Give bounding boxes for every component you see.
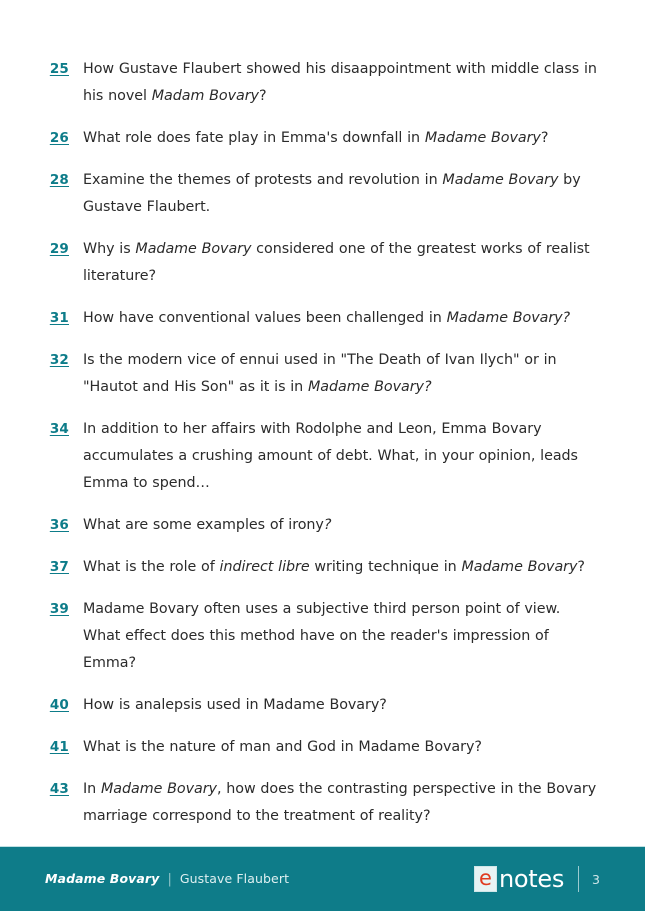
- page-number: 3: [592, 871, 600, 887]
- question-item[interactable]: [45, 416, 600, 497]
- question-text-plain: Why is: [83, 241, 136, 257]
- question-text[interactable]: [69, 305, 600, 332]
- question-text[interactable]: [69, 56, 600, 110]
- question-text-italic: Madam Bovary: [151, 88, 259, 104]
- question-item[interactable]: [45, 125, 600, 152]
- question-number-link[interactable]: 31: [49, 310, 69, 326]
- enotes-logo-e-icon: e: [474, 866, 497, 892]
- question-text[interactable]: [69, 596, 600, 677]
- question-text-italic: Madame Bovary?: [446, 310, 571, 326]
- question-number-link[interactable]: 28: [49, 172, 69, 188]
- question-item[interactable]: [45, 512, 600, 539]
- footer-book-author: Gustave Flaubert: [179, 871, 290, 886]
- question-item[interactable]: [45, 236, 600, 290]
- question-list: [45, 56, 600, 830]
- question-number-link[interactable]: 34: [49, 421, 69, 437]
- question-number-link[interactable]: 29: [49, 241, 69, 257]
- enotes-logo[interactable]: [474, 866, 564, 892]
- question-text-italic: Madame Bovary: [424, 130, 541, 146]
- question-item[interactable]: [45, 305, 600, 332]
- question-text-plain: How Gustave Flaubert showed his disaappointment with middle class in his novel: [83, 61, 597, 104]
- question-text-plain: ?: [258, 88, 267, 104]
- question-text-italic: Madame Bovary: [442, 172, 559, 188]
- question-text-italic: Madame Bovary: [461, 559, 578, 575]
- question-text-plain: What are some examples of irony: [83, 517, 324, 533]
- question-text[interactable]: [69, 512, 600, 539]
- question-number-link[interactable]: 26: [49, 130, 69, 146]
- question-number-link[interactable]: 25: [49, 61, 69, 77]
- question-text-plain: In addition to her affairs with Rodolphe and Leon, Emma Bovary accumulates a crushing amount of debt. What, in your opinion, leads Emma to spend…: [83, 421, 578, 491]
- question-text[interactable]: [69, 692, 600, 719]
- enotes-logo-wordmark: notes: [498, 865, 565, 893]
- question-text-plain: ?: [577, 559, 585, 575]
- question-text-plain: What role does fate play in Emma's downfall in: [83, 130, 425, 146]
- question-text-plain: Examine the themes of protests and revolution in: [83, 172, 443, 188]
- question-number-link[interactable]: 32: [49, 352, 69, 368]
- question-text-plain: Is the modern vice of ennui used in "The Death of Ivan Ilych" or in "Hautot and His Son" as it is in: [83, 352, 557, 395]
- question-text-plain: What is the role of: [83, 559, 220, 575]
- question-text[interactable]: [69, 125, 600, 152]
- question-item[interactable]: [45, 734, 600, 761]
- footer-separator: |: [167, 872, 172, 887]
- question-text[interactable]: [69, 734, 600, 761]
- question-text-plain: In: [83, 781, 101, 797]
- question-text-plain: How have conventional values been challenged in: [83, 310, 447, 326]
- question-text-italic: ?: [323, 517, 332, 533]
- question-text-italic: indirect libre: [219, 559, 310, 575]
- question-number-link[interactable]: 40: [49, 697, 69, 713]
- question-item[interactable]: [45, 347, 600, 401]
- question-text[interactable]: [69, 167, 600, 221]
- footer-book-info: [45, 871, 289, 887]
- page-footer: [0, 846, 645, 911]
- question-text-italic: Madame Bovary: [100, 781, 217, 797]
- question-text-plain: How is analepsis used in Madame Bovary?: [83, 697, 387, 713]
- question-item[interactable]: [45, 596, 600, 677]
- question-text[interactable]: [69, 236, 600, 290]
- question-number-link[interactable]: 39: [49, 601, 69, 617]
- question-text-plain: by Gustave Flaubert.: [83, 172, 581, 215]
- question-text-italic: Madame Bovary: [135, 241, 252, 257]
- question-text-plain: writing technique in: [309, 559, 462, 575]
- footer-brand-area: [474, 866, 600, 892]
- question-item[interactable]: [45, 167, 600, 221]
- question-item[interactable]: [45, 554, 600, 581]
- question-number-link[interactable]: 41: [49, 739, 69, 755]
- question-number-link[interactable]: 43: [49, 781, 69, 797]
- question-number-link[interactable]: 37: [49, 559, 69, 575]
- question-text-plain: ?: [540, 130, 549, 146]
- question-text-plain: considered one of the greatest works of realist literature?: [83, 241, 590, 284]
- question-text[interactable]: [69, 776, 600, 830]
- question-text[interactable]: [69, 554, 600, 581]
- question-text-plain: Madame Bovary often uses a subjective third person point of view. What effect does this method have on the reader's impression of Emma?: [83, 601, 561, 671]
- question-text-plain: , how does the contrasting perspective in the Bovary marriage correspond to the treatment of reality?: [83, 781, 597, 824]
- question-text[interactable]: [69, 416, 600, 497]
- question-number-link[interactable]: 36: [49, 517, 69, 533]
- question-item[interactable]: [45, 776, 600, 830]
- question-item[interactable]: [45, 692, 600, 719]
- footer-divider: [578, 866, 579, 892]
- question-text-plain: What is the nature of man and God in Madame Bovary?: [83, 739, 482, 755]
- question-text-italic: Madame Bovary?: [307, 379, 432, 395]
- question-item[interactable]: [45, 56, 600, 110]
- question-text[interactable]: [69, 347, 600, 401]
- footer-book-title: Madame Bovary: [45, 871, 160, 886]
